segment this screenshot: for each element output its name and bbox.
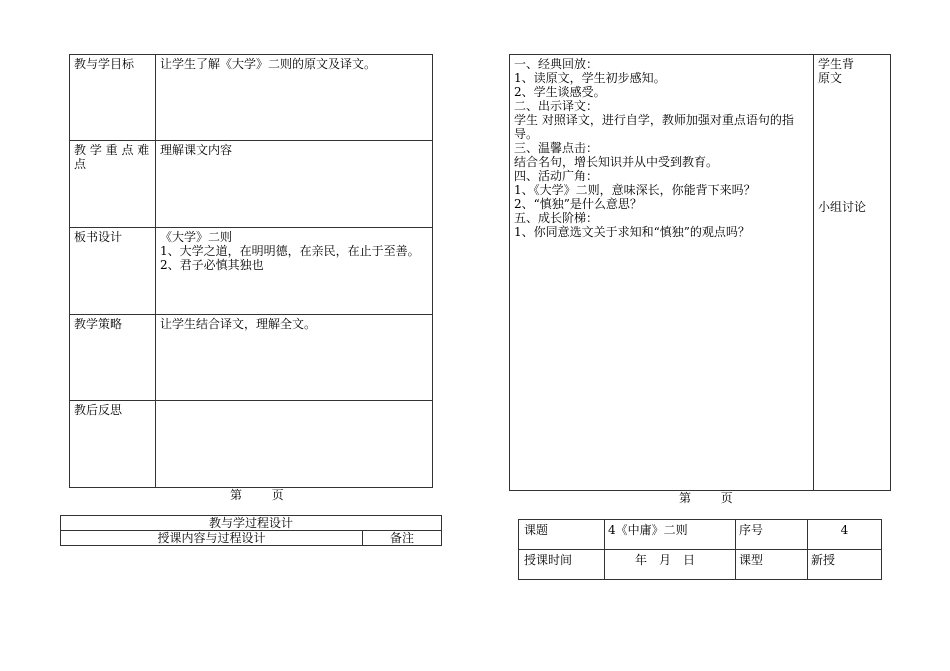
value-topic: 4《中庸》二则	[605, 520, 736, 550]
table-row	[70, 55, 433, 141]
section-heading: 三、温馨点击：	[514, 141, 599, 155]
table-row	[519, 520, 882, 550]
section-heading: 二、出示译文：	[514, 99, 599, 113]
process-design-table	[60, 515, 442, 546]
label-topic: 课题	[519, 520, 605, 550]
process-content-header: 授课内容与过程设计	[61, 531, 363, 546]
remarks-column	[814, 55, 891, 491]
row-label-board-design: 板书设计	[70, 228, 156, 315]
teaching-process-content: 一、经典回放： 1、读原文，学生初步感知。 2、学生谈感受。 二、出示译文： 学生 对照译文，进行自学，教师加强对重点语句的指导。 三、温馨点击： 结合名句，增长知识并从中受到教育。 四、活动广角： 1、《大学》二则，意味深长，你能背下来吗？ 2、“慎独”是什么意思？ 五、成长阶梯： 1、你同意选文关于求知和“慎独”的观点吗？	[510, 55, 814, 491]
value-lesson-time: 年 月 日	[605, 550, 736, 580]
page-number-right: 第 页	[679, 491, 733, 505]
lesson-plan-table	[69, 54, 433, 488]
table-row	[70, 228, 433, 315]
row-content-key-points: 理解课文内容	[156, 141, 433, 228]
label-serial-number: 序号	[736, 520, 808, 550]
note-group-discussion: 小组讨论	[818, 200, 867, 214]
note-recite: 学生背原文	[818, 57, 855, 85]
row-content-strategy: 让学生结合译文，理解全文。	[156, 315, 433, 401]
row-content-board-design: 《大学》二则 1、大学之道，在明明德，在亲民，在止于至善。 2、君子必慎其独也	[156, 228, 433, 315]
remarks-header: 备注	[363, 531, 442, 546]
row-label-goals: 教与学目标	[70, 55, 156, 141]
page-number-left: 第 页	[230, 488, 284, 502]
table-row	[70, 141, 433, 228]
course-info-table	[518, 519, 882, 580]
teaching-process-table	[509, 54, 891, 491]
value-lesson-type: 新授	[808, 550, 882, 580]
label-lesson-type: 课型	[736, 550, 808, 580]
row-label-strategy: 教学策略	[70, 315, 156, 401]
process-design-title: 教与学过程设计	[61, 516, 442, 531]
section-heading: 五、成长阶梯：	[514, 211, 599, 225]
section-heading: 四、活动广角：	[514, 169, 599, 183]
table-row	[70, 315, 433, 401]
value-serial-number: 4	[808, 520, 882, 550]
row-content-reflection	[156, 401, 433, 488]
table-row	[70, 401, 433, 488]
row-label-reflection: 教后反思	[70, 401, 156, 488]
row-label-key-points: 教 学 重 点 难点	[70, 141, 156, 228]
row-content-goals: 让学生了解《大学》二则的原文及译文。	[156, 55, 433, 141]
label-lesson-time: 授课时间	[519, 550, 605, 580]
section-heading: 一、经典回放：	[514, 57, 599, 71]
table-row	[519, 550, 882, 580]
